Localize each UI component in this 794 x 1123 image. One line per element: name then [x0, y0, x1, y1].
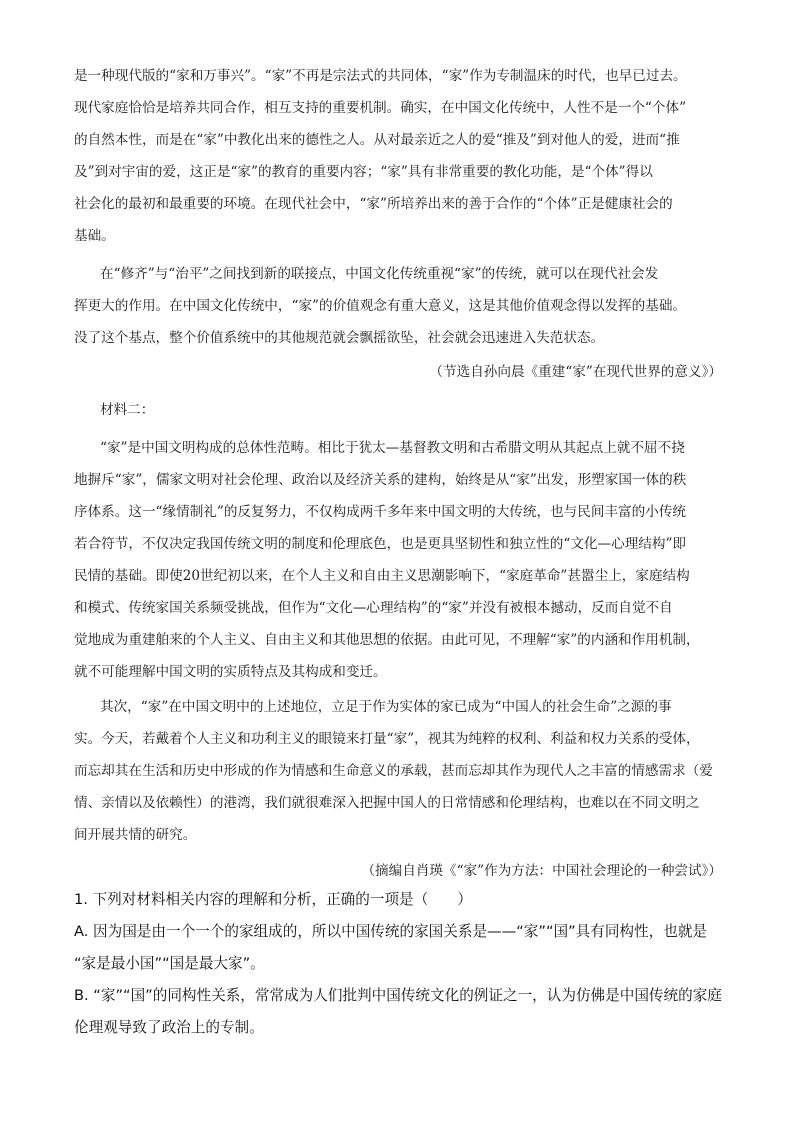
text-line: “家”是中国文明构成的总体性范畴。相比于犹太—基督教文明和古希腊文明从其起点上就不屈不挠	[100, 440, 685, 456]
text-line: 社会化的最初和最重要的环境。在现代社会中，“家”所培养出来的善于合作的“个体”正是健康社会的	[74, 196, 673, 212]
text-line: 实。今天，若戴着个人主义和功利主义的眼镜来打量“家”，视其为纯粹的权利、利益和权力关系的受体，	[74, 731, 700, 747]
text-line: 现代家庭恰恰是培养共同合作，相互支持的重要机制。确实，在中国文化传统中，人性不是一个“个体”	[74, 100, 687, 116]
text-line: 民情的基础。即使20世纪初以来，在个人主义和自由主义思潮影响下，“家庭革命”甚嚣尘上，家庭结构	[74, 568, 690, 584]
option-b-line: 伦理观导致了政治上的专制。	[74, 1019, 264, 1036]
text-line: 就不可能理解中国文明的实质特点及其构成和变迁。	[74, 664, 387, 680]
section-heading: 材料二：	[100, 402, 155, 418]
text-line: 挥更大的作用。在中国文化传统中，“家”的价值观念有重大意义，这是其他价值观念得以发挥的基础。	[74, 298, 687, 314]
option-a-line: A. 因为国是由一个一个的家组成的，所以中国传统的家国关系是——“家”“国”具有同构性，也就是	[74, 923, 708, 940]
text-line: 地摒斥“家”，儒家文明对社会伦理、政治以及经济关系的建构，始终是从“家”出发，形塑家国一体的秩	[74, 472, 687, 488]
text-line: 若合符节，不仅决定我国传统文明的制度和伦理底色，也是更具坚韧性和独立性的“文化—心理结构”即	[74, 536, 687, 552]
question-stem: 1. 下列对材料相关内容的理解和分析，正确的一项是（ ）	[74, 891, 473, 908]
text-line: 基础。	[74, 228, 115, 244]
source-citation: （节选自孙向晨《重建“家”在现代世界的意义》）	[429, 364, 722, 380]
option-b-line: B. “家”“国”的同构性关系，常常成为人们批判中国传统文化的例证之一，认为仿佛是中国传统的家庭	[74, 987, 722, 1004]
text-line: 没了这个基点，整个价值系统中的其他规范就会飘摇欲坠，社会就会迅速进入失范状态。	[74, 330, 605, 346]
option-a-line: “家是最小国”“国是最大家”。	[74, 955, 265, 972]
text-line: 情、亲情以及依赖性）的港湾，我们就很难深入把握中国人的日常情感和伦理结构，也难以在不同文明之	[74, 795, 700, 811]
text-line: 是一种现代版的“家和万事兴”。“家”不再是宗法式的共同体，“家”作为专制温床的时代，也早已过去。	[74, 68, 687, 84]
text-line: 及”到对宇宙的爱，这正是“家”的教育的重要内容；“家”具有非常重要的教化功能，是“个体”得以	[74, 164, 653, 180]
text-line: 在“修齐”与“治平”之间找到新的联接点，中国文化传统重视“家”的传统，就可以在现代社会发	[100, 266, 659, 282]
text-line: 而忘却其在生活和历史中形成的作为情感和生命意义的承载，甚而忘却其作为现代人之丰富的情感需求（爱	[74, 763, 713, 779]
text-line: 的自然本性，而是在“家”中教化出来的德性之人。从对最亲近之人的爱“推及”到对他人的爱，进而“推	[74, 132, 680, 148]
text-line: 觉地成为重建舶来的个人主义、自由主义和其他思想的依据。由此可见，不理解“家”的内涵和作用机制，	[74, 632, 700, 648]
source-citation: （摘编自肖瑛《“家”作为方法：中国社会理论的一种尝试》）	[361, 863, 722, 879]
text-line: 序体系。这一“缘情制礼”的反复努力，不仅构成两千多年来中国文明的大传统，也与民间丰富的小传统	[74, 504, 687, 520]
text-line: 间开展共情的研究。	[74, 827, 197, 843]
text-line: 和模式、传统家国关系频受挑战，但作为“文化—心理结构”的“家”并没有被根本撼动，反而自觉不自	[74, 600, 673, 616]
text-line: 其次，“家”在中国文明中的上述地位，立足于作为实体的家已成为“中国人的社会生命”之源的事	[100, 699, 672, 715]
